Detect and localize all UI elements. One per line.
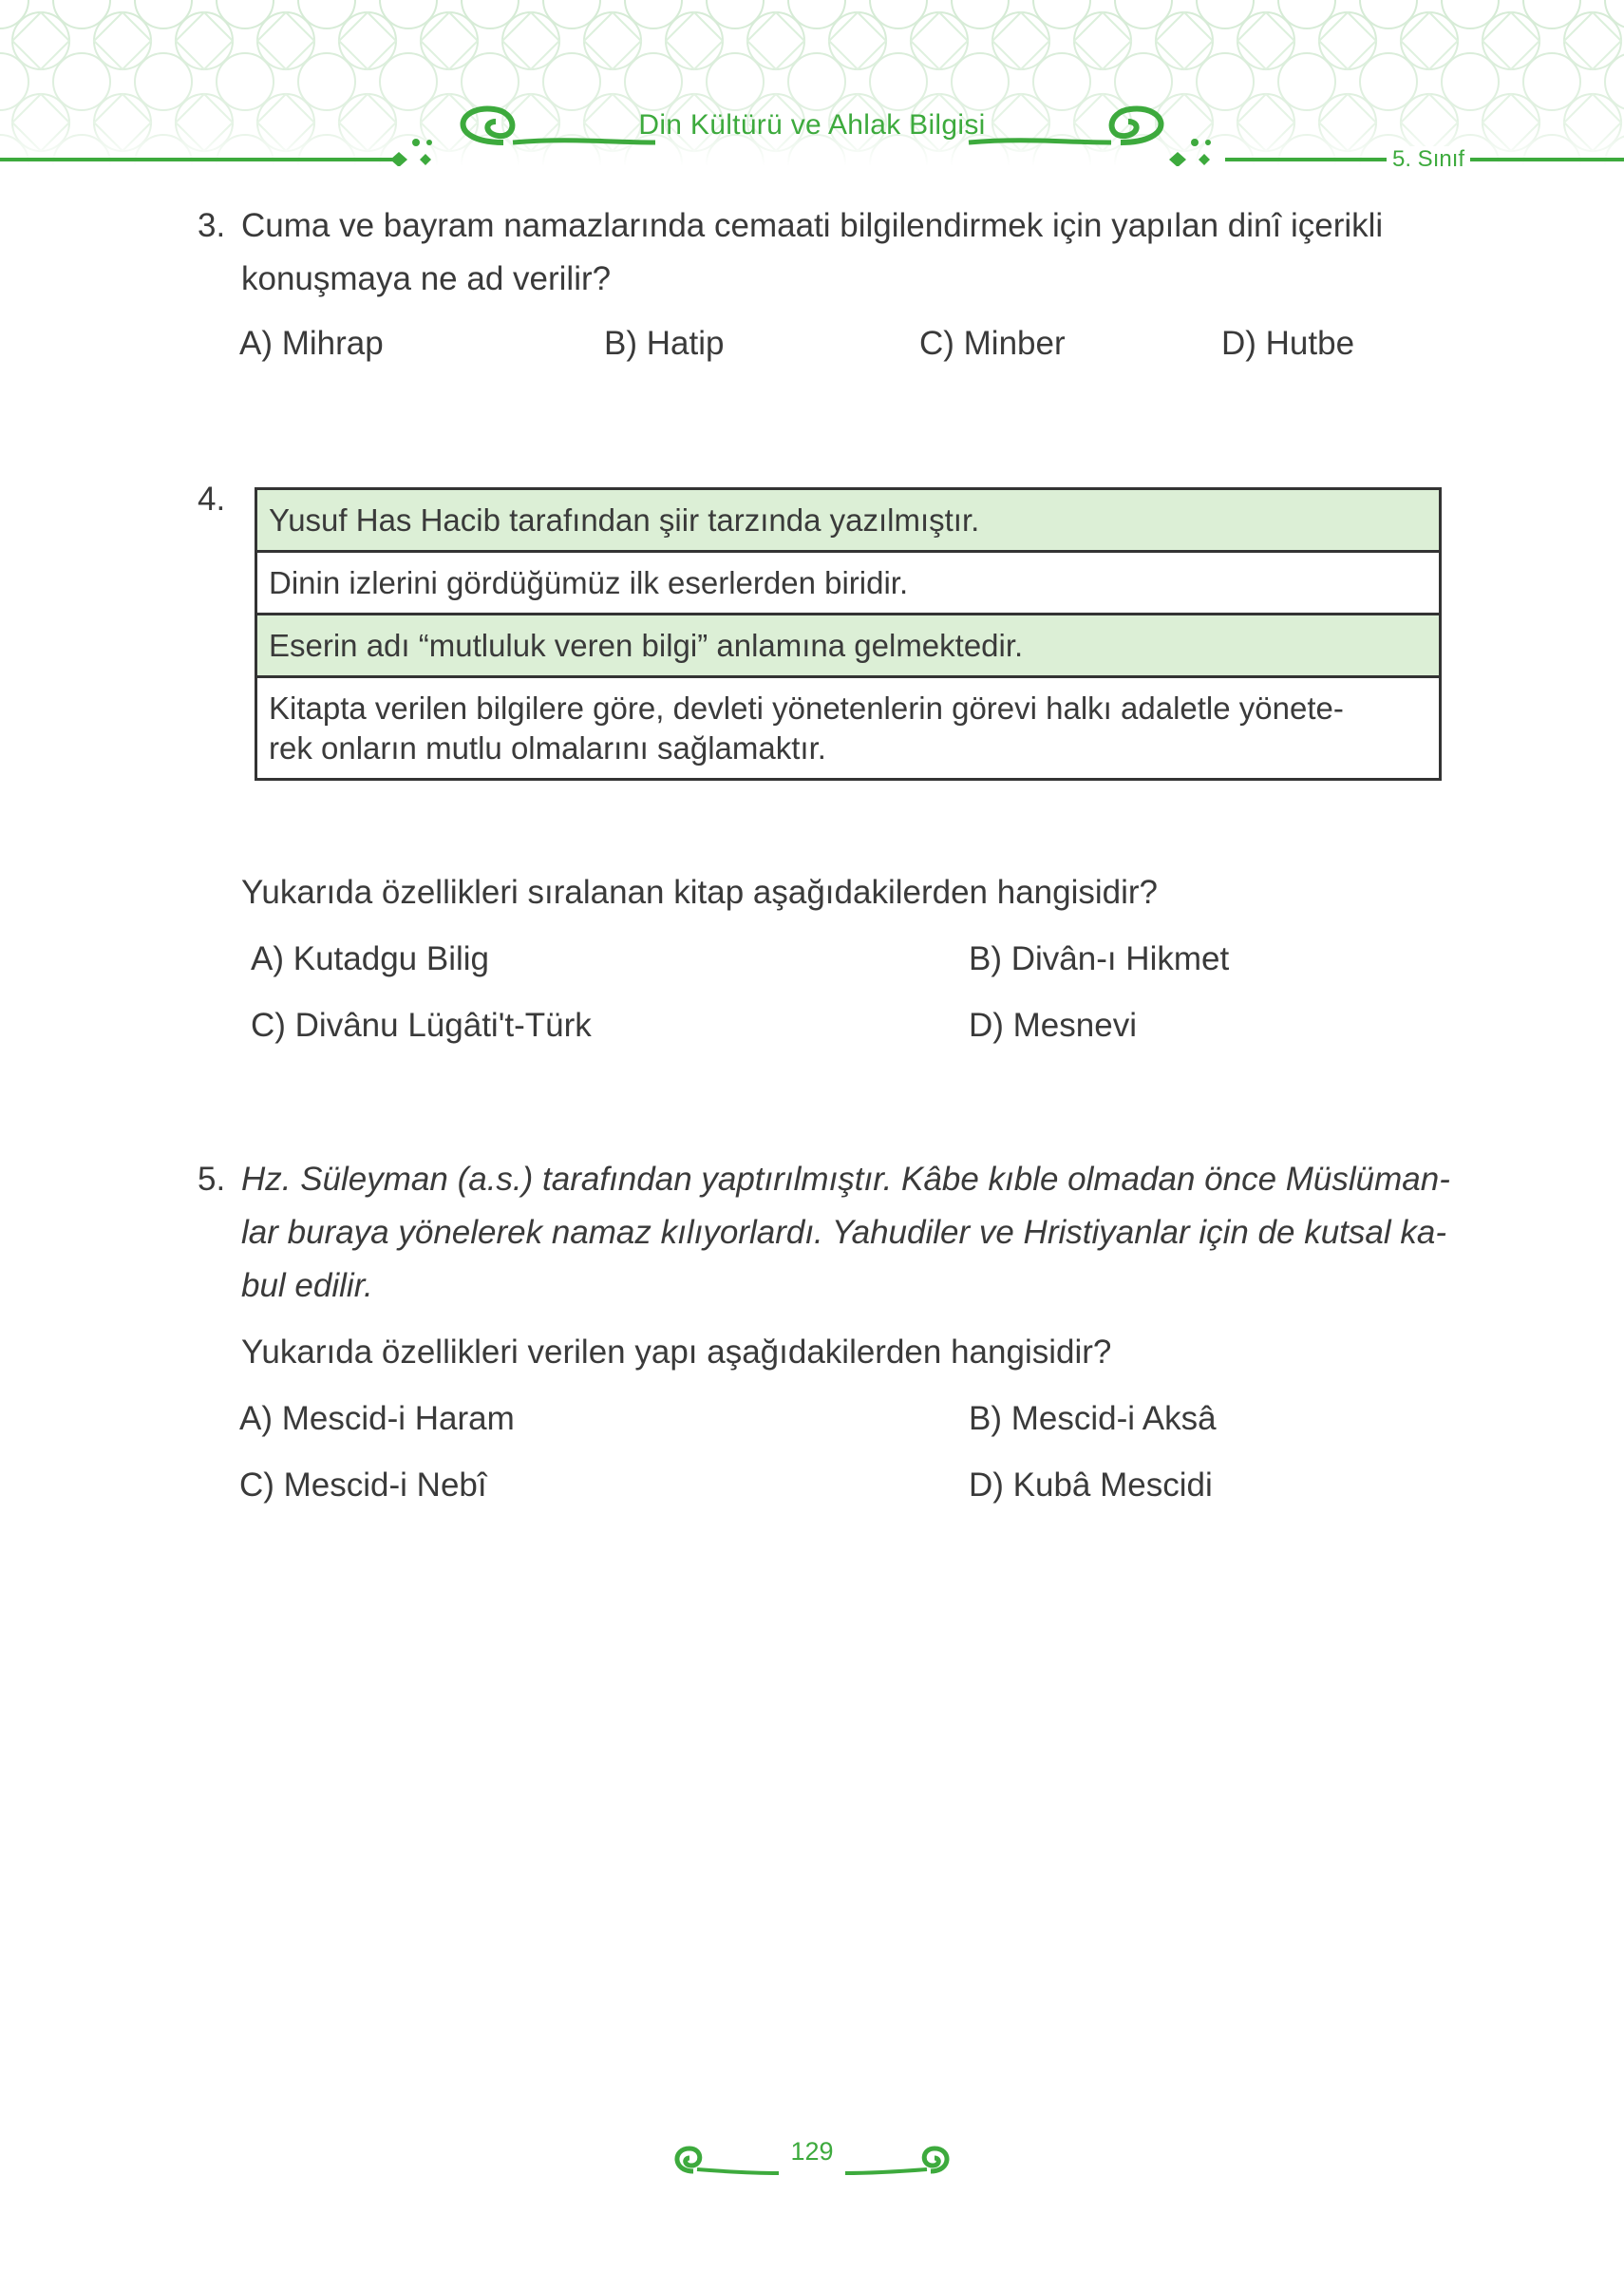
option-b[interactable]: B) Mescid-i Aksâ xyxy=(969,1400,1217,1437)
page-number: 129 xyxy=(790,2137,834,2166)
stem-line: konuşmaya ne ad verilir? xyxy=(241,260,612,297)
option-a[interactable]: A) Kutadgu Bilig xyxy=(251,940,489,977)
question-prompt: Yukarıda özellikleri sıralanan kitap aşağıdakilerden hangisidir? xyxy=(241,874,1159,911)
table-row: Eserin adı “mutluluk veren bilgi” anlamına gelmektedir. xyxy=(257,615,1439,678)
question-number: 3. xyxy=(198,207,226,244)
table-row xyxy=(257,678,1439,778)
question-number: 4. xyxy=(198,481,226,518)
stem-line: Cuma ve bayram namazlarında cemaati bilgilendirmek için yapılan dinî içerikli xyxy=(241,207,1384,244)
table-row: Dinin izlerini gördüğümüz ilk eserlerden biridir. xyxy=(257,553,1439,615)
question-number: 5. xyxy=(198,1161,226,1198)
question-stem xyxy=(241,199,1383,306)
question-prompt: Yukarıda özellikleri verilen yapı aşağıdakilerden hangisidir? xyxy=(241,1334,1112,1371)
page-footer xyxy=(665,2128,959,2185)
option-d[interactable]: D) Hutbe xyxy=(1221,325,1355,362)
question-stem xyxy=(241,1153,1450,1313)
table-row-line: Kitapta verilen bilgilere göre, devleti yönetenlerin görevi halkı adaletle yönete- xyxy=(269,691,1344,726)
option-c[interactable]: C) Mescid-i Nebî xyxy=(239,1467,487,1504)
page-header xyxy=(0,0,1624,190)
option-c[interactable]: C) Minber xyxy=(919,325,1066,362)
table-row: Yusuf Has Hacib tarafından şiir tarzında yazılmıştır. xyxy=(257,490,1439,553)
stem-line: lar buraya yönelerek namaz kılıyorlardı. Yahudiler ve Hristiyanlar için de kutsal ka- xyxy=(241,1214,1446,1251)
option-a[interactable]: A) Mihrap xyxy=(239,325,384,362)
option-c[interactable]: C) Divânu Lügâti't-Türk xyxy=(251,1007,592,1044)
grade-label: 5. Sınıf xyxy=(1387,146,1470,173)
option-b[interactable]: B) Hatip xyxy=(604,325,725,362)
stem-line: Hz. Süleyman (a.s.) tarafından yaptırılmıştır. Kâbe kıble olmadan önce Müslüman- xyxy=(241,1161,1450,1198)
option-d[interactable]: D) Kubâ Mescidi xyxy=(969,1467,1213,1504)
option-b[interactable]: B) Divân-ı Hikmet xyxy=(969,940,1230,977)
option-d[interactable]: D) Mesnevi xyxy=(969,1007,1137,1044)
subject-title: Din Kültürü ve Ahlak Bilgisi xyxy=(638,109,986,141)
stem-line: bul edilir. xyxy=(241,1267,373,1304)
option-a[interactable]: A) Mescid-i Haram xyxy=(239,1400,515,1437)
table-row-line: rek onların mutlu olmalarını sağlamaktır. xyxy=(269,730,826,766)
info-table xyxy=(255,487,1442,781)
